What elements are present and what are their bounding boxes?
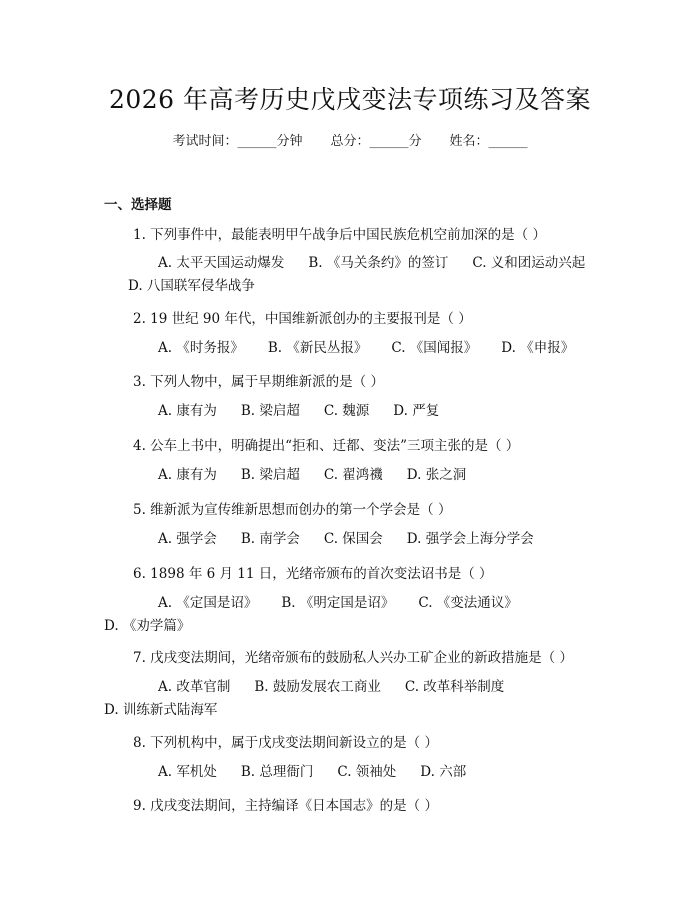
question-2: 2. 19 世纪 90 年代，中国维新派创办的主要报刊是（ ）	[133, 311, 472, 327]
question-2-options	[104, 337, 596, 360]
question-8-options	[104, 761, 596, 784]
option-c: C. 领袖处	[337, 764, 397, 780]
question-5-options	[104, 528, 596, 551]
question-4-options	[104, 464, 596, 487]
option-a: A. 军机处	[158, 764, 217, 780]
option-b: B. 《马关条约》的签订	[308, 255, 449, 271]
option-a: A. 《定国是诏》	[158, 595, 258, 611]
question-8: 8. 下列机构中，属于戊戌变法期间新设立的是（ ）	[133, 735, 438, 751]
section-heading: 一、选择题	[104, 197, 172, 213]
option-c: C. 《变法通议》	[418, 595, 518, 611]
option-d: D. 训练新式陆海军	[104, 702, 218, 718]
option-a: A. 太平天国运动爆发	[158, 255, 285, 271]
option-c: C. 翟鸿禨	[323, 467, 383, 483]
option-a: A. 《时务报》	[158, 340, 244, 356]
question-6-options	[104, 592, 596, 638]
option-b: B. 总理衙门	[240, 764, 314, 780]
question-5: 5. 维新派为宣传维新思想而创办的第一个学会是（ ）	[133, 502, 452, 518]
option-a: A. 改革官制	[158, 679, 231, 695]
option-d: D. 《申报》	[501, 340, 575, 356]
student-name: 姓名：______	[449, 134, 528, 149]
option-d: D. 八国联军侵华战争	[128, 278, 255, 294]
option-a: A. 康有为	[158, 467, 217, 483]
option-d: D. 张之洞	[406, 467, 467, 483]
option-b: B. 《明定国是诏》	[281, 595, 395, 611]
question-6: 6. 1898 年 6 月 11 日，光绪帝颁布的首次变法诏书是（ ）	[133, 566, 493, 582]
question-3: 3. 下列人物中，属于早期维新派的是（ ）	[133, 374, 384, 390]
question-1-options	[104, 252, 596, 298]
exam-time: 考试时间：______分钟	[172, 134, 303, 149]
option-b: B. 《新民丛报》	[267, 340, 368, 356]
option-c: C. 《国闻报》	[391, 340, 478, 356]
question-1: 1. 下列事件中，最能表明甲午战争后中国民族危机空前加深的是（ ）	[133, 227, 546, 243]
option-c: C. 魏源	[323, 403, 370, 419]
question-9: 9. 戊戌变法期间，主持编译《日本国志》的是（ ）	[133, 798, 438, 814]
option-b: B. 梁启超	[240, 467, 300, 483]
option-c: C. 义和团运动兴起	[472, 255, 586, 271]
question-4: 4. 公车上书中，明确提出“拒和、迁都、变法”三项主张的是（ ）	[133, 438, 520, 454]
option-b: B. 南学会	[240, 531, 300, 547]
question-3-options	[104, 400, 596, 423]
option-d: D. 《劝学篇》	[104, 618, 191, 634]
option-c: C. 改革科举制度	[404, 679, 505, 695]
option-d: D. 强学会上海分学会	[406, 531, 534, 547]
question-7-options	[104, 676, 596, 722]
exam-info	[0, 130, 700, 149]
option-c: C. 保国会	[323, 531, 383, 547]
option-b: B. 梁启超	[240, 403, 300, 419]
option-a: A. 康有为	[158, 403, 217, 419]
option-d: D. 严复	[393, 403, 440, 419]
option-d: D. 六部	[420, 764, 467, 780]
question-7: 7. 戊戌变法期间，光绪帝颁布的鼓励私人兴办工矿企业的新政措施是（ ）	[133, 650, 573, 666]
option-b: B. 鼓励发展农工商业	[254, 679, 381, 695]
page-title: 2026 年高考历史戊戌变法专项练习及答案	[108, 85, 592, 114]
option-a: A. 强学会	[158, 531, 217, 547]
exam-score: 总分：______分	[330, 134, 422, 149]
